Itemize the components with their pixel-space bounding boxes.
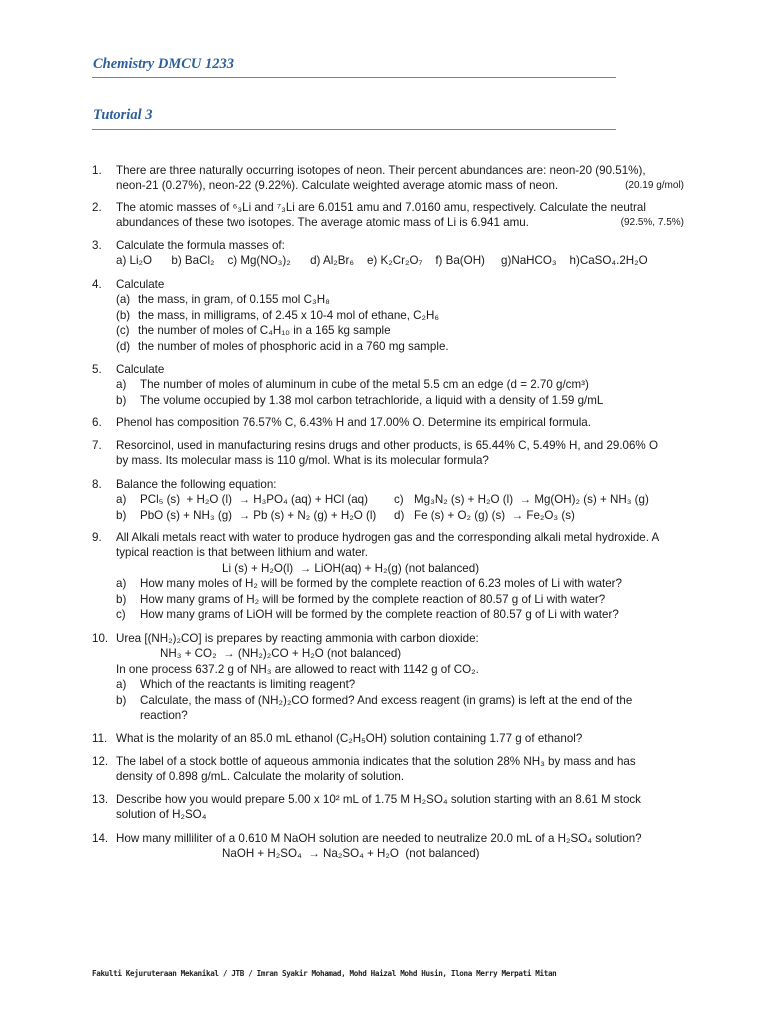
equation-row: a) PCl₅ (s) + H₂O (l) → H₃PO₄ (aq) + HCl (aq) c) Mg₃N₂ (s) + H₂O (l) → Mg(OH)₂ (s) + NH₃ (g) [116, 493, 649, 507]
question-14 [92, 831, 684, 862]
equation-b: PbO (s) + NH₃ (g) → Pb (s) + N₂ (g) + H₂O (l) [140, 508, 377, 522]
question-text: All Alkali metals react with water to produce hydrogen gas and the corresponding alkali metal hydroxide. A [116, 531, 660, 544]
question-text: The label of a stock bottle of aqueous ammonia indicates that the solution 28% NH₃ by mass and has [116, 755, 636, 768]
question-number: 12. [92, 755, 109, 768]
header-rule-2 [92, 129, 616, 130]
question-text-line2: solution of H₂SO₄ [116, 808, 207, 822]
sub-item: (b) the mass, in milligrams, of 2.45 x 10-4 mol of ethane, C₂H₆ [116, 308, 440, 322]
question-text-line2: density of 0.898 g/mL. Calculate the molarity of solution. [116, 770, 405, 784]
sub-item: (c) the number of moles of C₄H₁₀ in a 165 kg sample [116, 324, 391, 338]
sub-item-continuation: reaction? [140, 709, 188, 723]
reaction-equation: Li (s) + H₂O(l) → LiOH(aq) + H₂(g) (not balanced) [222, 561, 480, 575]
equation-c: Mg₃N₂ (s) + H₂O (l) → Mg(OH)₂ (s) + NH₃ (g) [414, 493, 649, 507]
question-12 [92, 754, 684, 785]
sub-item: a) How many moles of H₂ will be formed by the complete reaction of 6.23 moles of Li with water? [116, 577, 622, 591]
question-number: 13. [92, 793, 109, 806]
question-number: 11. [92, 732, 108, 745]
question-13 [92, 792, 684, 823]
sub-item: a) The number of moles of aluminum in cube of the metal 5.5 cm an edge (d = 2.70 g/cm³) [116, 378, 589, 392]
reaction-equation: NaOH + H₂SO₄ → Na₂SO₄ + H₂O (not balanced) [222, 847, 480, 861]
question-number: 6. [92, 416, 102, 429]
question-number: 14. [92, 832, 109, 845]
question-text: Phenol has composition 76.57% C, 6.43% H and 17.00% O. Determine its empirical formula. [116, 416, 591, 429]
question-4 [92, 277, 684, 354]
question-text-line2: typical reaction is that between lithium and water. [116, 546, 368, 560]
question-number: 10. [92, 632, 109, 645]
sub-item: a) Which of the reactants is limiting reagent? [116, 678, 356, 692]
question-text: Balance the following equation: [116, 478, 277, 491]
question-number: 1. [92, 164, 102, 177]
header-rule-1 [92, 77, 616, 78]
question-number: 5. [92, 363, 102, 376]
question-text: Calculate the formula masses of: [116, 239, 285, 252]
question-text-line2: by mass. Its molecular mass is 110 g/mol. What is its molecular formula? [116, 454, 489, 468]
question-3 [92, 238, 684, 269]
sub-item: b) Calculate, the mass of (NH₂)₂CO formed? And excess reagent (in grams) is left at the end of the [116, 693, 633, 707]
question-7 [92, 438, 684, 469]
question-8 [92, 477, 684, 523]
question-10 [92, 631, 684, 723]
equation-d: Fe (s) + O₂ (g) (s) → Fe₂O₃ (s) [414, 508, 575, 522]
question-2 [92, 200, 684, 231]
question-text-line2: (20.19 g/mol) neon-21 (0.27%), neon-22 (9.22%). Calculate weighted average atomic mass of neon. [116, 179, 684, 193]
footer-credits: Fakulti Kejuruteraan Mekanikal / JTB / Imran Syakir Mohamad, Mohd Haizal Mohd Husin, Ilona Merry Merpati Mitan [92, 969, 557, 978]
question-text: What is the molarity of an 85.0 mL ethanol (C₂H₅OH) solution containing 1.77 g of ethanol? [116, 732, 583, 745]
sub-item: (a) the mass, in gram, of 0.155 mol C₃H₈ [116, 293, 330, 307]
question-number: 7. [92, 439, 102, 452]
formula-list: a) Li₂O b) BaCl₂ c) Mg(NO₃)₂ d) Al₂Br₆ e) K₂Cr₂O₇ f) Ba(OH) g)NaHCO₃ h)CaSO₄.2H₂O [116, 254, 648, 268]
question-number: 2. [92, 201, 102, 214]
sub-item: b) The volume occupied by 1.38 mol carbon tetrachloride, a liquid with a density of 1.59 g/mL [116, 393, 604, 407]
question-text: Urea [(NH₂)₂CO] is prepares by reacting ammonia with carbon dioxide: [116, 632, 479, 645]
question-9 [92, 530, 684, 622]
sub-item: c) How many grams of LiOH will be formed by the complete reaction of 80.57 g of Li with water? [116, 608, 619, 622]
question-11 [92, 731, 684, 746]
tutorial-title: Tutorial 3 [93, 107, 153, 123]
reaction-equation: NH₃ + CO₂ → (NH₂)₂CO + H₂O (not balanced) [160, 647, 402, 661]
question-text: Calculate [116, 278, 165, 291]
question-number: 3. [92, 239, 102, 252]
question-text: Resorcinol, used in manufacturing resins drugs and other products, is 65.44% C, 5.49% H, and 29.06% O [116, 439, 658, 452]
question-text: How many milliliter of a 0.610 M NaOH solution are needed to neutralize 20.0 mL of a H₂SO₄ solution? [116, 832, 642, 845]
answer-hint: (92.5%, 7.5%) [620, 217, 684, 229]
question-number: 9. [92, 531, 102, 544]
question-1 [92, 163, 684, 194]
question-text: Calculate [116, 363, 165, 376]
question-number: 8. [92, 478, 102, 491]
question-text: The atomic masses of ⁶₃Li and ⁷₃Li are 6.0151 amu and 7.0160 amu, respectively. Calculate the neutral [116, 201, 646, 214]
question-text: Describe how you would prepare 5.00 x 10² mL of 1.75 M H₂SO₄ solution starting with an 8.61 M stock [116, 793, 641, 806]
sub-item: b) How many grams of H₂ will be formed by the complete reaction of 80.57 g of Li with water? [116, 592, 606, 606]
question-text-line3: In one process 637.2 g of NH₃ are allowed to react with 1142 g of CO₂. [116, 662, 479, 676]
sub-item: (d) the number of moles of phosphoric acid in a 760 mg sample. [116, 339, 449, 353]
equation-row: b) PbO (s) + NH₃ (g) → Pb (s) + N₂ (g) + H₂O (l) d) Fe (s) + O₂ (g) (s) → Fe₂O₃ (s) [116, 508, 575, 522]
question-5 [92, 362, 684, 408]
question-6 [92, 415, 684, 430]
equation-a: PCl₅ (s) + H₂O (l) → H₃PO₄ (aq) + HCl (aq) [140, 493, 368, 507]
course-title: Chemistry DMCU 1233 [93, 56, 234, 72]
question-text-line2: (92.5%, 7.5%) abundances of these two isotopes. The average atomic mass of Li is 6.941 amu. [116, 216, 684, 230]
question-text: There are three naturally occurring isotopes of neon. Their percent abundances are: neon-20 (90.51%), [116, 164, 646, 177]
question-number: 4. [92, 278, 102, 291]
answer-hint: (20.19 g/mol) [625, 180, 684, 192]
